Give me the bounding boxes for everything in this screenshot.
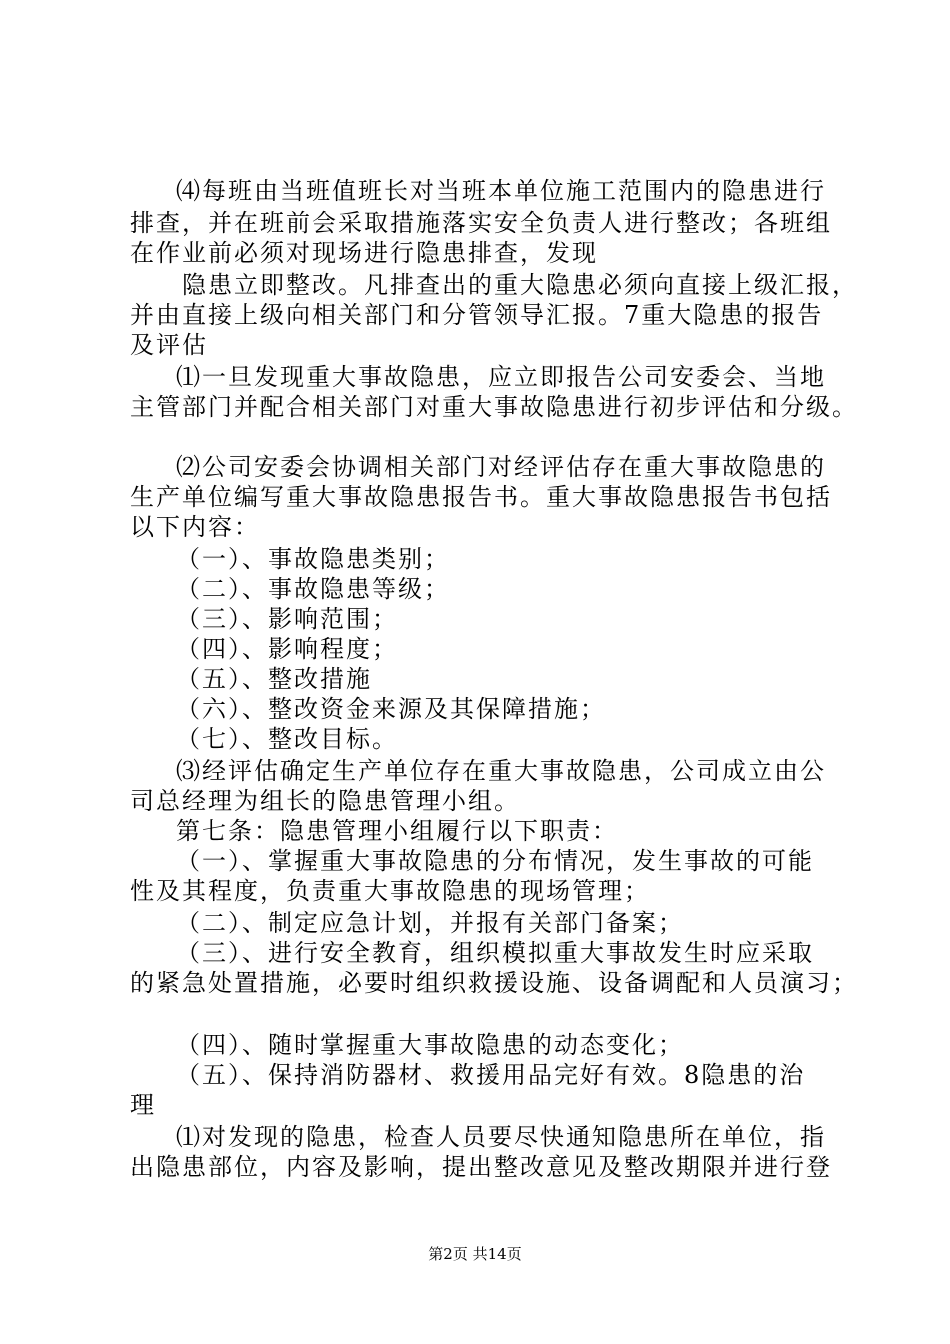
paragraph-line: 生产单位编写重大事故隐患报告书。重大事故隐患报告书包括 xyxy=(130,483,832,511)
paragraph-line: 排查，并在班前会采取措施落实安全负责人进行整改；各班组 xyxy=(130,209,832,237)
page-footer: 第2页 共14页 xyxy=(428,1245,522,1263)
list-item: （一）、事故隐患类别； xyxy=(176,545,450,573)
list-item: （五）、保持消防器材、救援用品完好有效。8隐患的治 xyxy=(176,1061,806,1089)
list-item: （四）、随时掌握重大事故隐患的动态变化； xyxy=(176,1031,684,1059)
paragraph-line: ⑵公司安委会协调相关部门对经评估存在重大事故隐患的 xyxy=(176,453,826,481)
paragraph-line: 及评估 xyxy=(130,331,208,359)
list-item: （六）、整改资金来源及其保障措施； xyxy=(176,695,606,723)
paragraph-line: 理 xyxy=(130,1091,156,1119)
paragraph-line: ⑴一旦发现重大事故隐患，应立即报告公司安委会、当地 xyxy=(176,363,826,391)
paragraph-line: 性及其程度，负责重大事故隐患的现场管理； xyxy=(130,877,650,905)
paragraph-line: 司总经理为组长的隐患管理小组。 xyxy=(130,787,520,815)
paragraph-line: ⑴对发现的隐患，检查人员要尽快通知隐患所在单位，指 xyxy=(176,1123,826,1151)
section-heading: 第七条：隐患管理小组履行以下职责： xyxy=(176,817,618,845)
list-item: （二）、事故隐患等级； xyxy=(176,575,450,603)
list-item: （三）、影响范围； xyxy=(176,605,398,633)
list-item: （七）、整改目标。 xyxy=(176,725,398,753)
paragraph-line: 在作业前必须对现场进行隐患排查，发现 xyxy=(130,239,598,267)
list-item: （五）、整改措施 xyxy=(176,665,372,693)
list-item: （四）、影响程度； xyxy=(176,635,398,663)
list-item: （一）、掌握重大事故隐患的分布情况，发生事故的可能 xyxy=(176,847,814,875)
list-item: （三）、进行安全教育，组织模拟重大事故发生时应采取 xyxy=(176,939,814,967)
paragraph-line: 并由直接上级向相关部门和分管领导汇报。7重大隐患的报告 xyxy=(130,301,824,329)
paragraph-line: 以下内容： xyxy=(130,513,260,541)
paragraph-line: ⑶经评估确定生产单位存在重大事故隐患，公司成立由公 xyxy=(176,757,826,785)
paragraph-line: 出隐患部位，内容及影响，提出整改意见及整改期限并进行登 xyxy=(130,1153,832,1181)
paragraph-line: 主管部门并配合相关部门对重大事故隐患进行初步评估和分级。 xyxy=(130,393,858,421)
paragraph-line: 隐患立即整改。凡排查出的重大隐患必须向直接上级汇报， xyxy=(182,271,858,299)
paragraph-line: ⑷每班由当班值班长对当班本单位施工范围内的隐患进行 xyxy=(176,177,826,205)
list-item: （二）、制定应急计划，并报有关部门备案； xyxy=(176,909,684,937)
paragraph-line: 的紧急处置措施，必要时组织救援设施、设备调配和人员演习； xyxy=(130,969,858,997)
